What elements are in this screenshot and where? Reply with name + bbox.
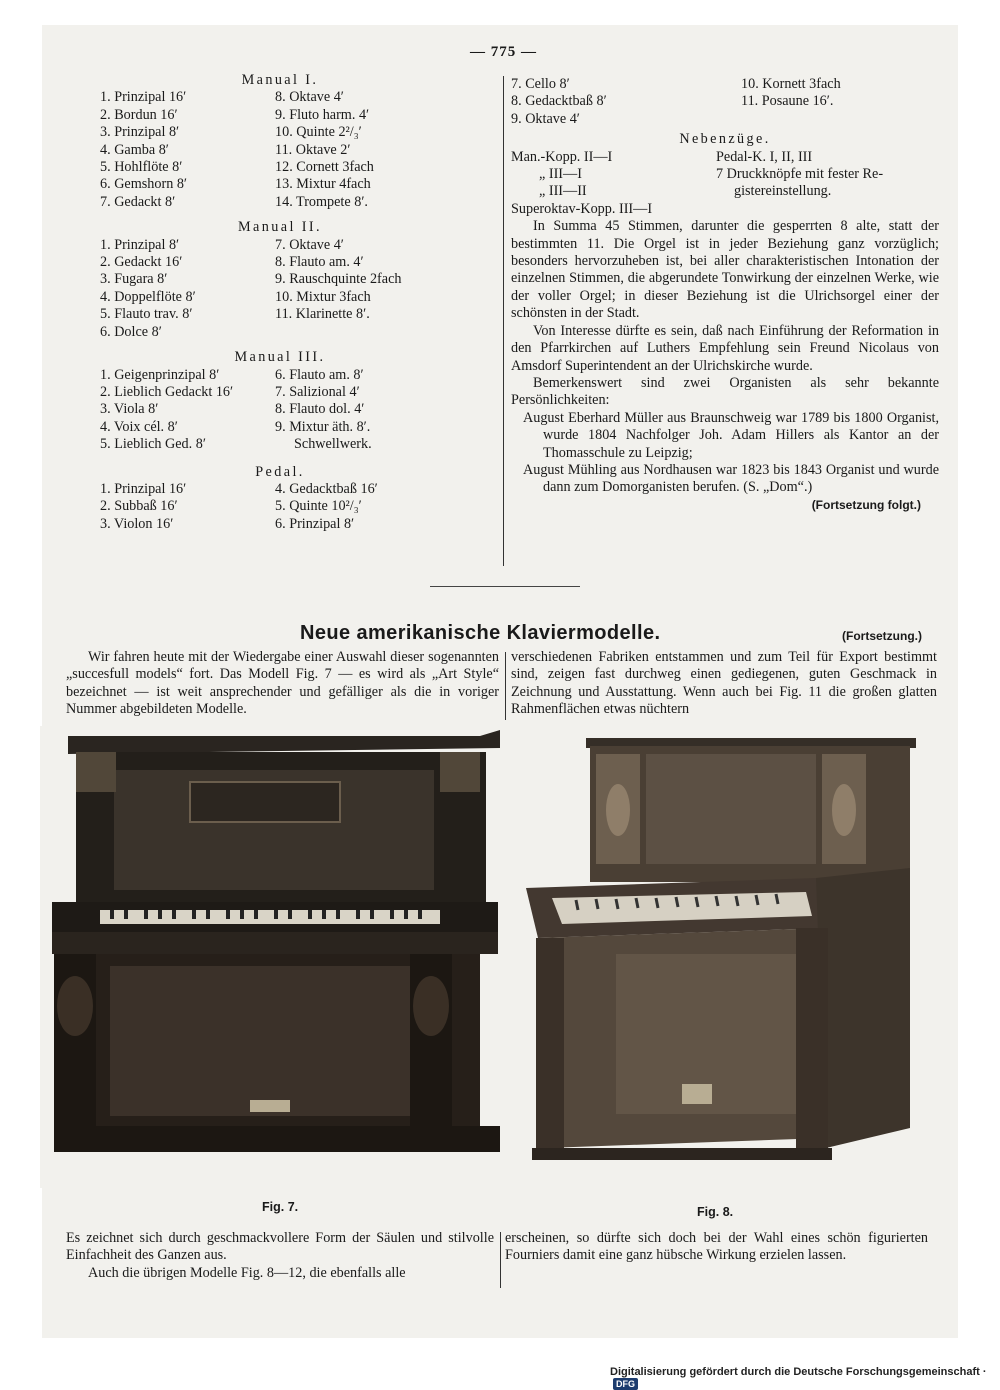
register-item: 8. Flauto dol. 4′ <box>275 401 365 418</box>
manual2-heading: Manual II. <box>238 219 322 236</box>
coupler-item: „ III—I <box>539 166 582 183</box>
coupler-item: Pedal-K. I, II, III <box>716 148 813 165</box>
register-item: 1. Prinzipal 8′ <box>100 236 180 253</box>
register-item: 2. Lieblich Gedackt 16′ <box>100 383 234 400</box>
superoktav-coupler: Superoktav-Kopp. III—I <box>511 200 653 217</box>
register-item: 8. Oktave 4′ <box>275 89 344 106</box>
register-item: 6. Flauto am. 8′ <box>275 366 364 383</box>
section-divider <box>430 586 580 587</box>
paragraph: Es zeichnet sich durch geschmackvollere Form der Säulen und stilvolle Einfachheit des Ganzen aus. <box>66 1230 494 1264</box>
register-item: 5. Flauto trav. 8′ <box>100 306 193 323</box>
coupler-item: gistereinstellung. <box>734 183 832 200</box>
bottom-left-text <box>66 1230 494 1282</box>
register-item: 3. Viola 8′ <box>100 401 159 418</box>
paragraph: Von Interesse dürfte es sein, daß nach Einführung der Reformation in den Pfarrkirchen auf Luthers Empfehlung sein Freund Nicolaus von Amsdorf Superintendent an der Ulrichskirche wurde. <box>511 322 939 374</box>
register-item: 13. Mixtur 4fach <box>275 176 371 193</box>
paragraph: Auch die übrigen Modelle Fig. 8—12, die ebenfalls alle <box>88 1264 406 1281</box>
coupler-item: „ III—II <box>539 183 587 200</box>
article-title: Neue amerikanische Klaviermodelle. <box>300 622 661 644</box>
organist-entry: August Eberhard Müller aus Braunschweig war 1789 bis 1800 Organist, wurde 1804 Nachfolger Joh. Adam Hillers als Kantor an der Thomasschule zu Leipzig; <box>523 409 939 461</box>
register-item: 10. Quinte 2²/₃′ <box>275 124 362 141</box>
paragraph: In Summa 45 Stimmen, darunter die gesperrten 8 alte, statt der bestimmten 11. Die Orgel ist in jeder Beziehung ganz vorzüglich; besonders hervorzuheben ist, bei aller charakteristischen Intonation der einzelnen Stimmen, die abgerundete Tonwirkung der einzelnen Werke, wie der voller Orgel; in dieser Beziehung ist die Ulrichsorgel einer der schönsten in der Stadt. <box>511 218 939 322</box>
left-column <box>100 72 480 533</box>
register-item: 2. Subbaß 16′ <box>100 498 178 515</box>
register-item: 12. Cornett 3fach <box>275 159 374 176</box>
register-item: 9. Mixtur äth. 8′. <box>275 418 371 435</box>
register-item: 1. Prinzipal 16′ <box>100 480 187 497</box>
register-item: 3. Prinzipal 8′ <box>100 124 180 141</box>
register-item: 11. Klarinette 8′. <box>275 306 370 323</box>
pedal-continued-registers <box>511 76 939 128</box>
register-item: 6. Gemshorn 8′ <box>100 176 188 193</box>
column-divider <box>505 652 506 720</box>
register-item: 7. Salizional 4′ <box>275 383 360 400</box>
register-item: 4. Gamba 8′ <box>100 141 169 158</box>
organist-entry: August Mühling aus Nordhausen war 1823 bis 1843 Organist und wurde dann zum Domorganisten berufen. (S. „Dom“.) <box>523 461 939 496</box>
register-item: 3. Fugara 8′ <box>100 271 168 288</box>
manual1-heading: Manual I. <box>241 72 319 88</box>
register-item: 10. Mixtur 3fach <box>275 288 371 305</box>
register-item: 6. Prinzipal 8′ <box>275 515 355 532</box>
footer-text: Digitalisierung gefördert durch die Deutsche Forschungsgemeinschaft <box>610 1366 980 1378</box>
register-item: 14. Trompete 8′. <box>275 193 368 210</box>
register-item: 8. Flauto am. 4′ <box>275 254 364 271</box>
register-item: 9. Rauschquinte 2fach <box>275 271 402 288</box>
continued-tag: (Fortsetzung.) <box>842 629 922 643</box>
register-item: 5. Lieblich Ged. 8′ <box>100 436 206 453</box>
register-item: 9. Fluto harm. 4′ <box>275 106 370 123</box>
intro-left: Wir fahren heute mit der Wiedergabe einer Auswahl dieser sogenannten „succesfull models“ fort. Das Modell Fig. 7 — es wird als „Art Style“ bezeichnet — ist weit ansprechender und gefälliger als die in voriger Nummer abgebildeten Modelle. <box>66 649 499 718</box>
register-item: 2. Gedackt 16′ <box>100 254 183 271</box>
dfg-logo: DFG <box>613 1378 638 1390</box>
coupler-item: Man.-Kopp. II—I <box>511 148 613 165</box>
column-divider <box>500 1232 501 1288</box>
fig8-caption: Fig. 8. <box>697 1205 734 1219</box>
register-item: 5. Quinte 10²/₃′ <box>275 498 362 515</box>
fig7-piano-illustration <box>40 726 508 1188</box>
register-item: 1. Prinzipal 16′ <box>100 89 187 106</box>
manual3-registers <box>100 367 480 454</box>
register-item: 8. Gedacktbaß 8′ <box>511 93 607 110</box>
register-item: 11. Oktave 2′ <box>275 141 351 158</box>
register-item: 3. Violon 16′ <box>100 515 174 532</box>
register-item: 4. Voix cél. 8′ <box>100 418 178 435</box>
page-number: — 775 — <box>470 44 537 60</box>
coupler-item: 7 Druckknöpfe mit fester Re- <box>716 166 884 183</box>
register-item: 9. Oktave 4′ <box>511 110 580 127</box>
pedal-registers <box>100 481 480 533</box>
paragraph: Bemerkenswert sind zwei Organisten als sehr bekannte Persönlichkeiten: <box>511 374 939 409</box>
intro-right: verschiedenen Fabriken entstammen und zum Teil für Export bestimmt sind, zeigen fast durchweg einen gediegenen, guten Geschmack in Zeichnung und Ausstattung. Wenn auch bei Fig. 11 die großen glatten Rahmenflächen etwas nüchtern <box>511 649 937 718</box>
nebenzuege-heading: Nebenzüge. <box>679 131 771 148</box>
register-item: 11. Posaune 16′. <box>741 93 834 110</box>
fig7-caption: Fig. 7. <box>262 1200 299 1214</box>
register-item: 2. Bordun 16′ <box>100 106 178 123</box>
manual1-registers <box>100 89 480 211</box>
fig8-piano-illustration <box>516 728 942 1190</box>
manual3-heading: Manual III. <box>234 349 326 366</box>
right-column <box>511 76 939 514</box>
register-item: 4. Doppelflöte 8′ <box>100 288 196 305</box>
register-item <box>275 324 450 341</box>
footer-credit: Digitalisierung gefördert durch die Deutsche Forschungsgemeinschaft · DFG <box>610 1366 987 1389</box>
register-item: 7. Cello 8′ <box>511 76 570 92</box>
register-item: 5. Hohlflöte 8′ <box>100 159 183 176</box>
bottom-right-text: erscheinen, so dürfte sich doch bei der Wahl eines schön figurierten Fourniers damit eine ganz hübsche Wirkung erzielen lassen. <box>505 1230 928 1264</box>
column-divider <box>503 76 504 566</box>
nebenzuege-list <box>511 149 939 201</box>
pedal-heading: Pedal. <box>255 463 305 480</box>
register-item: 10. Kornett 3fach <box>741 76 841 92</box>
continued-note: (Fortsetzung folgt.) <box>811 497 921 512</box>
register-item <box>741 111 939 128</box>
register-item: 7. Oktave 4′ <box>275 236 344 253</box>
register-item: 6. Dolce 8′ <box>100 323 162 340</box>
register-item: Schwellwerk. <box>294 436 372 453</box>
register-item: 4. Gedacktbaß 16′ <box>275 480 378 497</box>
manual2-registers <box>100 237 480 341</box>
register-item: 1. Geigenprinzipal 8′ <box>100 366 220 383</box>
register-item: 7. Gedackt 8′ <box>100 193 176 210</box>
